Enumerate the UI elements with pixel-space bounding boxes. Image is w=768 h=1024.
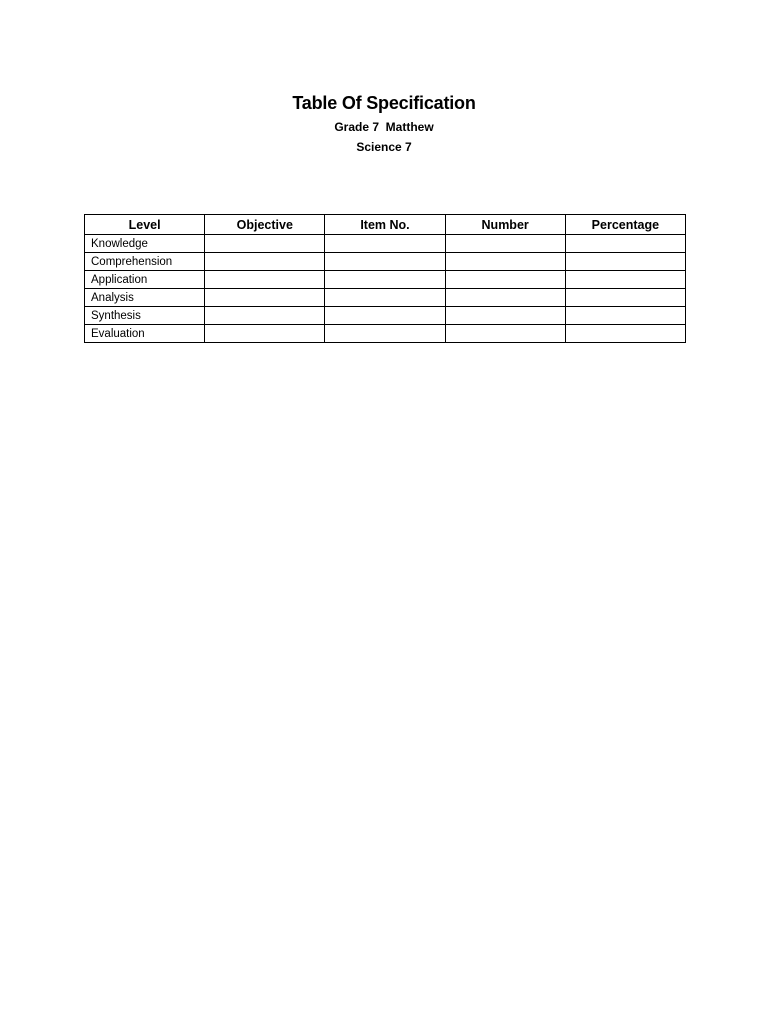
number-cell [445,235,565,253]
objective-cell [205,271,325,289]
item-no-cell [325,289,445,307]
table-row [85,307,686,325]
document-title: Table Of Specification [292,93,476,113]
table-header-row [85,215,686,235]
number-cell [445,289,565,307]
level-cell: Comprehension [85,253,205,271]
percentage-cell [565,289,685,307]
header-item-no: Item No. [325,215,445,235]
level-cell: Evaluation [85,325,205,343]
document-subtitle-subject: Science 7 [356,140,412,154]
table-row [85,235,686,253]
percentage-cell [565,235,685,253]
objective-cell [205,235,325,253]
document-subtitle-grade: Grade 7 Matthew [334,120,434,134]
level-cell: Knowledge [85,235,205,253]
objective-cell [205,289,325,307]
number-cell [445,307,565,325]
item-no-cell [325,325,445,343]
item-no-cell [325,253,445,271]
specification-table [84,214,686,343]
table-row [85,253,686,271]
header-number: Number [445,215,565,235]
number-cell [445,271,565,289]
header-objective: Objective [205,215,325,235]
header-level: Level [85,215,205,235]
percentage-cell [565,307,685,325]
level-cell: Analysis [85,289,205,307]
percentage-cell [565,271,685,289]
percentage-cell [565,253,685,271]
header-percentage: Percentage [565,215,685,235]
table-row [85,271,686,289]
number-cell [445,325,565,343]
item-no-cell [325,235,445,253]
item-no-cell [325,271,445,289]
objective-cell [205,307,325,325]
table-row [85,325,686,343]
table-row [85,289,686,307]
objective-cell [205,325,325,343]
level-cell: Synthesis [85,307,205,325]
level-cell: Application [85,271,205,289]
percentage-cell [565,325,685,343]
item-no-cell [325,307,445,325]
number-cell [445,253,565,271]
objective-cell [205,253,325,271]
